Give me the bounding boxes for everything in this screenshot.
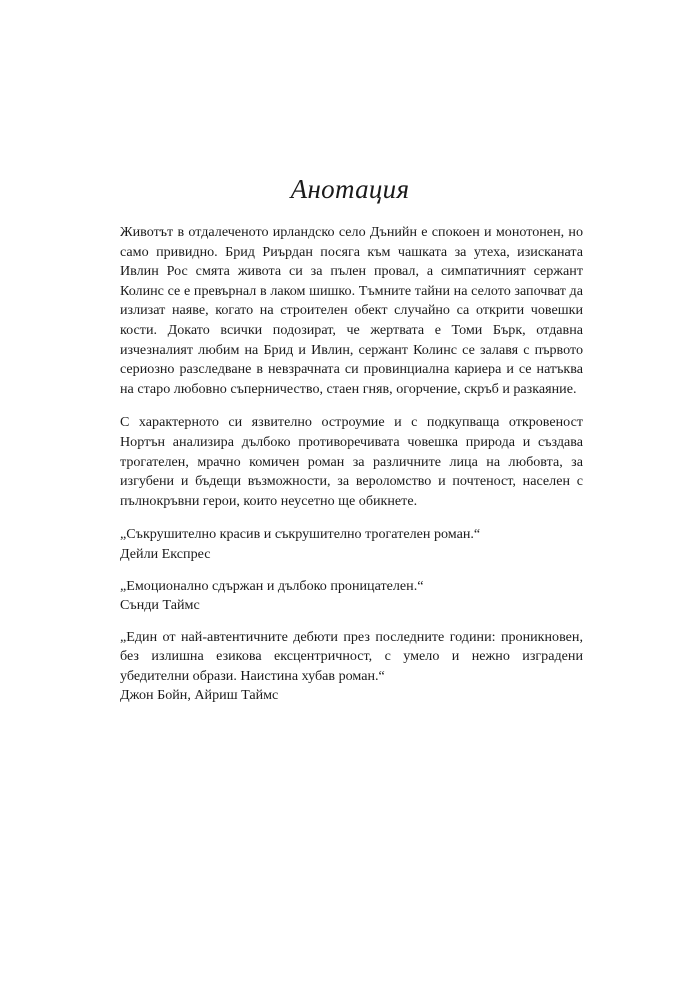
- quote-source: Джон Бойн, Айриш Таймс: [120, 687, 279, 704]
- quote-text: „Съкрушително красив и съкрушително трогателен роман.“: [120, 526, 481, 543]
- review-quote: [120, 525, 583, 564]
- page-title: Анотация: [290, 174, 410, 204]
- description-paragraph: С характерното си язвително остроумие и с подкупваща откровеност Нортън анализира дълбоко противоречивата човешка природа и създава трогателен, мрачно комичен роман за различните лица на любовта, за изгубени и бъдещи възможности, за вероломство и почтеност, населен с пълнокръвни герои, които неусетно ще обикнете.: [120, 414, 583, 509]
- review-quote: [120, 628, 583, 706]
- annotation-body: [120, 223, 583, 718]
- quote-text: „Един от най-автентичните дебюти през последните години: проникновен, без излишна езикова ексцентричност, с умело и нежно изградени убедителни образи. Наистина хубав роман.“: [120, 628, 583, 684]
- quote-source: Дейли Експрес: [120, 545, 211, 562]
- quote-source: Сънди Таймс: [120, 597, 200, 614]
- review-quote: [120, 577, 583, 616]
- quote-text: „Емоционално сдържан и дълбоко проницателен.“: [120, 577, 424, 594]
- description-paragraph: Животът в отдалеченото ирландско село Дънийн е спокоен и монотонен, но само привидно. Брид Риърдан посяга към чашката за утеха, изисканата Ивлин Рос смята живота си за пълен провал, а симпатичният сержант Колинс се е превърнал в лаком шишко. Тъмните тайни на селото започват да излизат наяве, когато на строителен обект случайно са открити човешки кости. Докато всички подозират, че жертвата е Томи Бърк, отдавна изчезналият любим на Брид и Ивлин, сержант Колинс се залавя с първото сериозно разследване в невзрачната си провинциална кариера и се натъква на старо любовно съперничество, стаен гняв, огорчение, скръб и разкаяние.: [120, 224, 583, 397]
